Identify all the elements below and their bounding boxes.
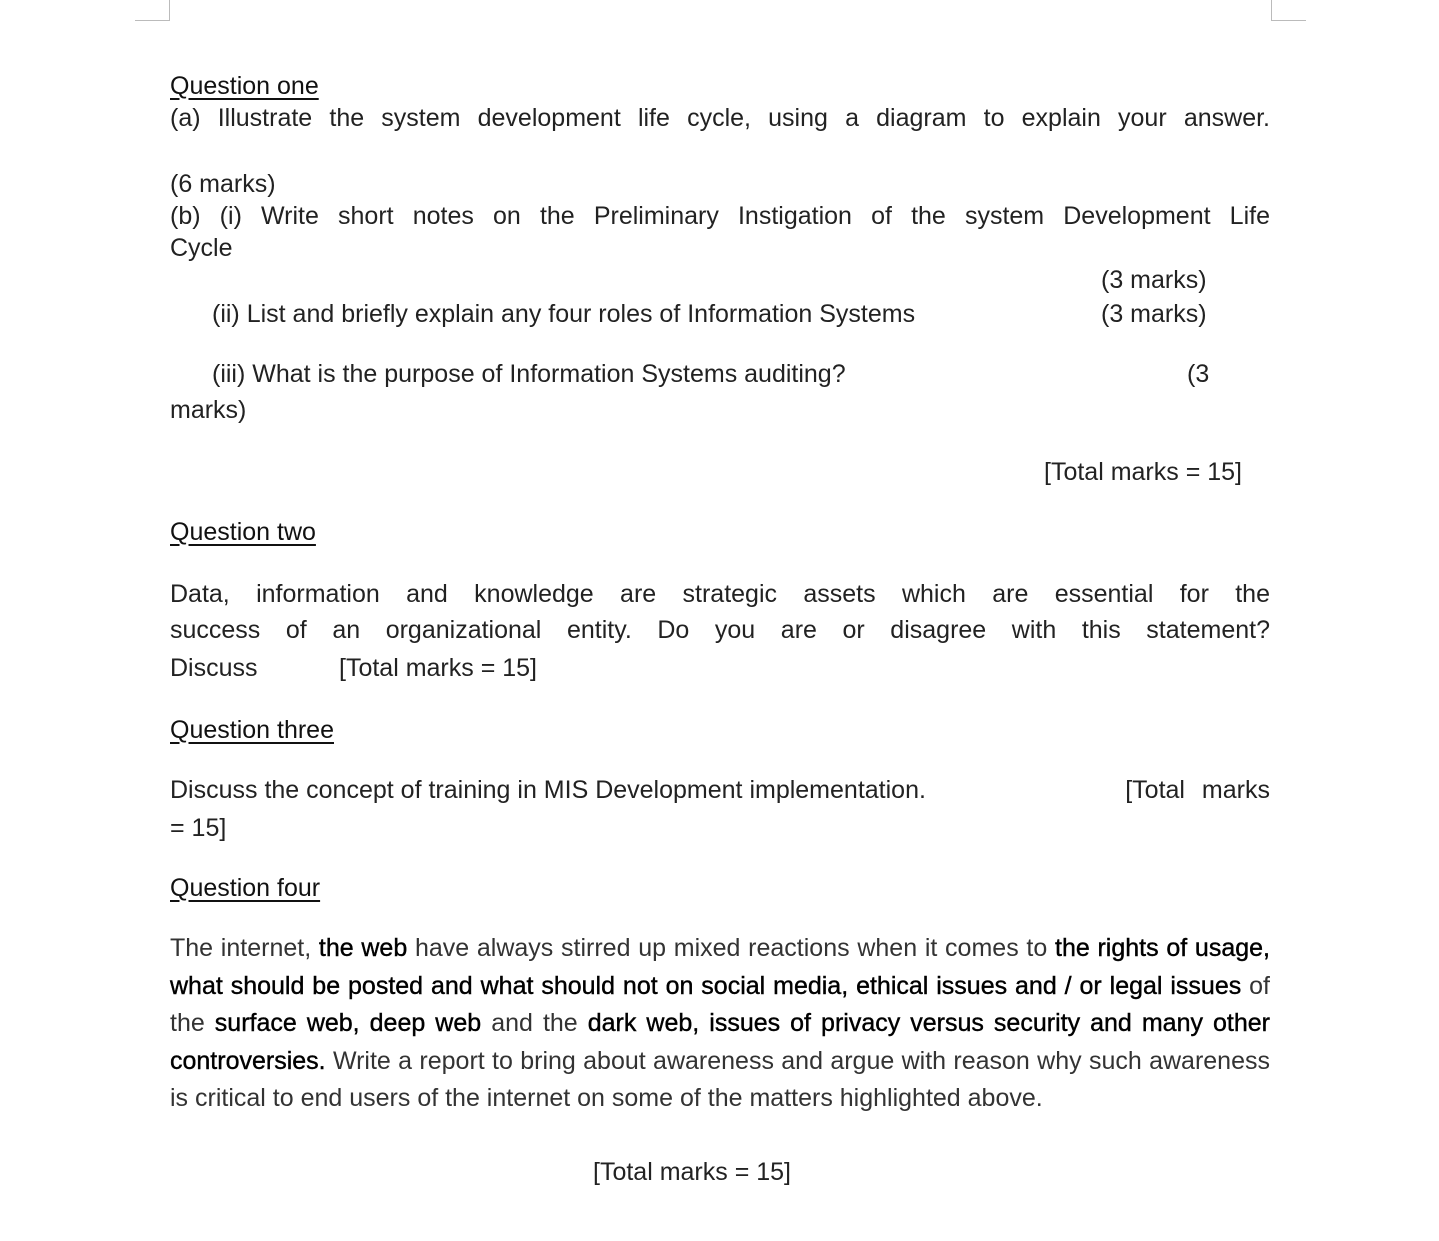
emphasized-text: surface web, deep web — [214, 1009, 482, 1038]
question-two-line: success of an organizational entity. Do you are or disagree with this statement? — [170, 616, 1270, 644]
question-three-heading: Question three — [170, 716, 334, 744]
page-corner-mark-right — [1271, 0, 1306, 21]
text-segment: have always stirred up mixed reactions when it comes to — [407, 934, 1055, 962]
question-three-text: Discuss the concept of training in MIS Development implementation. — [170, 776, 926, 804]
question-one-b-iii-marks: (3 — [1187, 360, 1210, 388]
emphasized-text: the rights of usage, what should be posted and what should not on social media, ethical issues and / or legal issues — [170, 934, 1270, 1000]
question-two-total: [Total marks = 15] — [339, 654, 537, 682]
emphasized-text: the web — [318, 934, 408, 962]
question-two-line: Data, information and knowledge are strategic assets which are essential for the — [170, 580, 1270, 608]
text-segment: of the — [170, 971, 1270, 1038]
question-two-discuss: Discuss — [170, 654, 258, 682]
question-three-total: [Total marks — [1125, 776, 1270, 804]
question-four-heading: Question four — [170, 874, 321, 902]
question-one-b-iii: (iii) What is the purpose of Information Systems auditing? — [212, 360, 846, 388]
question-one-a: (a) Illustrate the system development life cycle, using a diagram to explain your answer. — [170, 104, 1270, 132]
question-one-b-i-cont: Cycle — [170, 234, 233, 262]
question-two-heading: Question two — [170, 518, 316, 546]
question-four-total: [Total marks = 15] — [593, 1158, 791, 1186]
question-one-b-i: (b) (i) Write short notes on the Preliminary Instigation of the system Development Life — [170, 202, 1270, 230]
question-one-b-ii: (ii) List and briefly explain any four roles of Information Systems — [212, 300, 916, 328]
text-segment: Write a report to bring about awareness and argue with reason why such awareness is critical to end users of the internet on some of the matters highlighted above. — [170, 1046, 1270, 1113]
emphasized-text: dark web, issues of privacy versus security and many other controversies. — [170, 1009, 1270, 1075]
question-one-b-i-marks: (3 marks) — [1101, 266, 1207, 294]
question-one-a-marks: (6 marks) — [170, 170, 276, 198]
question-one-heading: Question one — [170, 72, 319, 100]
question-one-total: [Total marks = 15] — [1044, 458, 1242, 486]
question-four-paragraph — [170, 930, 1270, 1118]
page-corner-mark-left — [135, 0, 170, 21]
question-one-b-ii-marks: (3 marks) — [1101, 300, 1207, 328]
question-one-b-iii-marks-cont: marks) — [170, 396, 247, 424]
question-three-total-cont: = 15] — [170, 814, 227, 842]
text-segment: The internet, — [170, 934, 319, 962]
text-segment: and the — [481, 1009, 588, 1038]
